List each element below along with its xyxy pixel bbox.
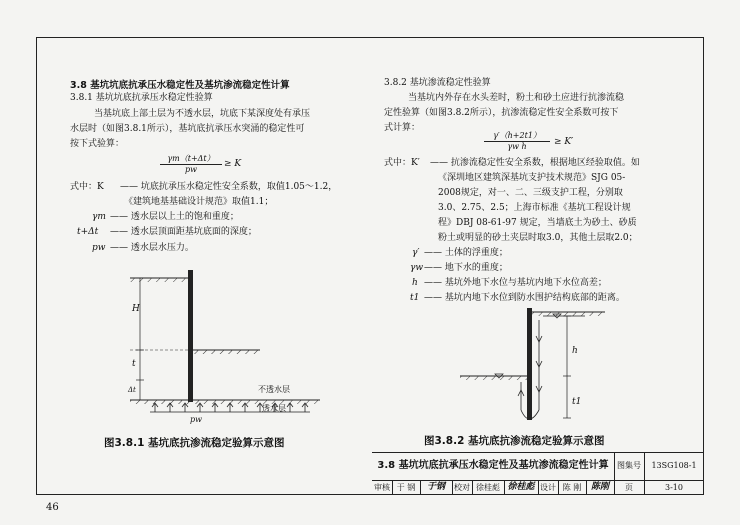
checker-signature: 徐桂彪 xyxy=(507,482,535,492)
page-number: 46 xyxy=(46,502,59,513)
def-text: 程》DBJ 08-61-97 规定，当墙底土为砂土、砂质 xyxy=(438,218,637,228)
label-t: t xyxy=(132,359,136,369)
paragraph-line: 当基坑内外存在水头差时，粉土和砂土应进行抗渗流稳 xyxy=(408,93,625,103)
def-text: 2008规定，对一、二、三级支护工程，分别取 xyxy=(438,188,623,198)
page-code: 3-10 xyxy=(665,483,683,492)
def-text: 《建筑地基基础设计规范》取值1.1； xyxy=(124,197,274,207)
formula-numerator: γm（t+Δt） xyxy=(160,153,222,165)
label-H: H xyxy=(132,304,140,314)
signature-row xyxy=(372,480,704,495)
atlas-number: 13SG108-1 xyxy=(651,461,697,470)
def-text: —— 透水层水压力。 xyxy=(110,243,194,253)
def-text: 《深圳地区建筑深基坑支护技术规范》SJG 05- xyxy=(438,173,626,183)
atlas-label: 图集号 xyxy=(617,461,641,470)
label-t1: t1 xyxy=(572,397,582,407)
retaining-wall xyxy=(188,270,193,402)
retaining-wall xyxy=(527,308,532,420)
def-symbol: γ′ xyxy=(412,248,420,258)
reviewer-signature: 于钢 xyxy=(426,482,445,492)
def-text: —— 基坑外地下水位与基坑内地下水位高差； xyxy=(424,278,607,288)
formula-denominator: γw h xyxy=(507,142,527,151)
def-text: —— 透水层顶面距基坑底面的深度； xyxy=(110,227,257,237)
checker-name: 徐桂彪 xyxy=(476,483,500,492)
label-permeable: 透水层 xyxy=(262,404,286,413)
formula-denominator: pw xyxy=(185,165,197,174)
figure-381 xyxy=(110,260,340,428)
formula-382 xyxy=(484,130,550,151)
def-text: —— 坑底抗承压水稳定性安全系数，取值1.05～1.2， xyxy=(120,182,338,192)
def-text: —— 透水层以上土的饱和重度； xyxy=(110,212,239,222)
section-title: 3.8 基坑坑底抗承压水稳定性及基坑渗流稳定性计算 xyxy=(70,80,290,91)
def-text: —— 土体的浮重度； xyxy=(424,248,508,258)
title-block xyxy=(372,452,704,496)
def-text: —— 地下水的重度； xyxy=(424,263,508,273)
label-h: h xyxy=(572,346,578,356)
def-symbol: pw xyxy=(92,243,106,253)
designer-name: 陈 刚 xyxy=(562,483,582,492)
def-text: 3.0、2.75、2.5；上海市标准《基坑工程设计规 xyxy=(438,203,631,213)
label-impermeable: 不透水层 xyxy=(258,385,290,394)
title-block-title: 3.8 基坑坑底抗承压水稳定性及基坑渗流稳定性计算 xyxy=(377,460,609,471)
def-text: —— 抗渗流稳定性安全系数，根据地区经验取值。如 xyxy=(430,158,640,168)
title-row xyxy=(372,453,704,481)
subsection-title-382: 3.8.2 基坑渗流稳定性验算 xyxy=(384,78,491,88)
paragraph-line: 水层时（如图3.8.1所示），基坑底抗承压水突涌的稳定性可 xyxy=(70,124,305,134)
caption-381: 图3.8.1 基坑底抗渗流稳定验算示意图 xyxy=(104,437,285,449)
subsection-title-381: 3.8.1 基坑坑底抗承压水稳定性验算 xyxy=(70,93,213,103)
paragraph-line: 定性验算（如图3.8.2所示），抗渗流稳定性安全系数可按下 xyxy=(384,108,619,118)
paragraph-line: 当基坑底上部土层为不透水层，坑底下某深度处有承压 xyxy=(94,109,311,119)
formula-rhs: ≥ K xyxy=(224,159,242,169)
def-symbol: 式中：K xyxy=(70,182,104,192)
formula-rhs: ≥ K′ xyxy=(554,137,574,147)
def-symbol: γm xyxy=(92,212,106,222)
label-pw: pw xyxy=(190,415,202,424)
check-label: 校对 xyxy=(454,483,470,492)
design-label: 设计 xyxy=(540,483,556,492)
def-symbol: t1 xyxy=(410,293,420,303)
figure-382 xyxy=(455,306,625,428)
def-text: 粉土或明显的砂土夹层时取3.0，其他土层取2.0； xyxy=(438,233,638,243)
def-symbol: t+Δt xyxy=(77,227,99,237)
def-symbol: 式中：K′ xyxy=(384,158,420,168)
paragraph-line: 按下式验算： xyxy=(70,139,125,149)
designer-signature: 陈刚 xyxy=(590,482,609,492)
formula-381 xyxy=(160,153,222,174)
caption-382: 图3.8.2 基坑底抗渗流稳定验算示意图 xyxy=(424,435,605,447)
review-label: 审核 xyxy=(374,483,390,492)
def-text: —— 基坑内地下水位到防水围护结构底部的距离。 xyxy=(424,293,625,303)
def-symbol: h xyxy=(412,278,418,288)
def-symbol: γw xyxy=(410,263,424,273)
reviewer-name: 于 钢 xyxy=(396,483,416,492)
label-dt: Δt xyxy=(128,386,136,394)
paragraph-line: 式计算： xyxy=(384,123,421,133)
formula-numerator: γ′（h+2t1） xyxy=(484,130,550,142)
page-label: 页 xyxy=(625,483,633,492)
